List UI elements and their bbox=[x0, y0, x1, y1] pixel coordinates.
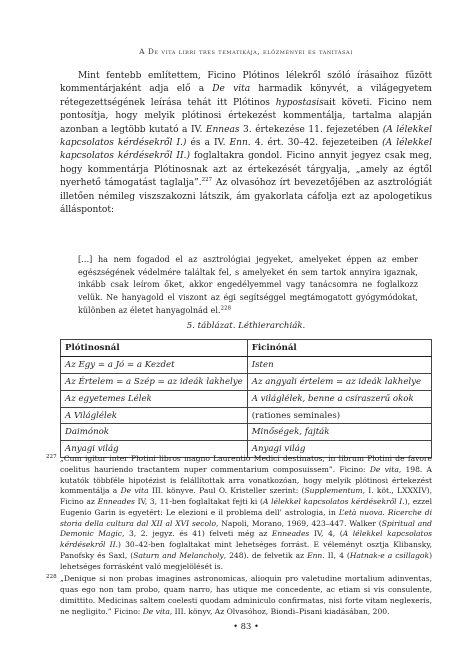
text-run: , III. könyv, Az Olvasóhoz, Biondi–Pisani kiadásában, 200. bbox=[169, 606, 390, 616]
text-run: , I. köt., LXXXIV), Ficino az bbox=[60, 486, 433, 506]
table-row bbox=[61, 407, 432, 424]
text-run-italic: De vita bbox=[120, 486, 149, 496]
text-run: 4. ért. 30–42. fejezeteiben bbox=[250, 138, 383, 149]
table-row bbox=[61, 373, 432, 390]
main-text bbox=[60, 70, 432, 217]
table-cell: Anyagi világ bbox=[61, 441, 248, 458]
quote-text bbox=[78, 254, 418, 318]
table-cell: Az angyali értelem = az ideák lakhelye bbox=[247, 373, 431, 390]
text-run-italic: Enn. bbox=[307, 550, 325, 560]
text-run: , 3, 2. jegyz. és 41) felveti még az bbox=[122, 529, 272, 539]
footnotes bbox=[46, 454, 433, 617]
text-run: , Napoli, Morano, 1969, 423–447. Walker ( bbox=[216, 518, 382, 528]
block-quote bbox=[78, 254, 418, 318]
table-cell: Anyagi világ bbox=[247, 441, 431, 458]
table-row bbox=[61, 390, 432, 407]
text-run-italic: Enneades bbox=[97, 497, 135, 506]
text-run-italic: A lélekkel kapcsolatos kérdésekről I. bbox=[262, 497, 405, 506]
table-header-row bbox=[61, 340, 432, 357]
footnote-228 bbox=[46, 574, 432, 617]
text-run-italic: De vita bbox=[142, 606, 170, 616]
text-run: „Cum igitur inter Plotini libros magno Laurentio Medici destinatos, in librum Plotini de favore coelitus hauriendo tractantem nuper commentarium composuissem”. Ficino: bbox=[60, 454, 432, 474]
text-run: harmadik könyvét, a világegyetem rétegezettségének leírása tehát itt Plótinos bbox=[60, 84, 433, 108]
text-run: IV, 3, 11-ben foglaltakat fejti ki ( bbox=[134, 497, 263, 506]
running-head bbox=[60, 47, 432, 56]
text-run-italic: De vita bbox=[369, 464, 399, 474]
text-run: IV, 4, ( bbox=[309, 529, 343, 539]
table-row bbox=[61, 356, 432, 373]
text-run: „Denique si non probas imagines astronomicas, alioquin pro valetudine mortalium adinventas, quas ego non tam probo, quam narro, has utique me concedente, ac etiam si vis consulente, dimittito. Medicinas saltem coelesti quodam adminiculo confirmatas, nisi forte vitam neglexeris, ne negligito.” Ficino: bbox=[60, 574, 432, 616]
text-run-italic: (A lélekkel kapcsolatos kérdésekről II.) bbox=[60, 138, 432, 162]
text-run: Mint fentebb említettem, Ficino Plótinos lélekről szóló írásaihoz fűzött kommentárjaként adja elő a bbox=[60, 71, 432, 95]
column-header: Plótinosnál bbox=[61, 340, 248, 357]
text-run-italic: (A lélekkel kapcsolatos kérdésekről I.) bbox=[60, 124, 432, 149]
text-run: ) lehetséges forrásként való megjelölését is. bbox=[60, 550, 433, 571]
text-run-italic: Enneades bbox=[271, 529, 310, 539]
footnote-227 bbox=[46, 454, 433, 572]
table-cell: A világlélek, benne a csíraszerű okok bbox=[247, 390, 431, 407]
text-run-italic: Spiritual and Demonic Magic bbox=[60, 518, 432, 539]
text-run-italic: Supplementum bbox=[304, 486, 363, 496]
column-header: Ficinónál bbox=[247, 340, 431, 357]
paragraph bbox=[60, 70, 432, 217]
text-run: III. könyve. Paul O. Kristeller szerint: ( bbox=[148, 486, 305, 496]
table-cell: Daimónok bbox=[61, 424, 248, 441]
text-run-italic: Enn. bbox=[229, 138, 251, 149]
table-cell: Minőségek, fajták bbox=[247, 424, 431, 441]
text-run: 3. értekezése 11. fejezetében bbox=[239, 124, 383, 135]
text-run: és a IV. bbox=[186, 138, 230, 149]
page-number: • 83 • bbox=[233, 621, 259, 631]
text-run: ), ezzel Eugenio Garin is egyetért: Le elezioni e il problema dell’ astrologia, in bbox=[60, 497, 433, 517]
quote-body: […] ha nem fogadod el az asztrológiai jegyeket, amelyeket éppen az ember egészségének védelmére találtak fel, s amelyeket én sem tartok annyira igaznak, inkább csak leírom őket, akkor engedélyemmel vagy tanácsomra ne foglalkozz velük. Ne hanyagold el viszont az égi segítséggel megtámogatott gyógymódokat, különben az életet hanyagolnád el. bbox=[78, 255, 418, 315]
hierarchy-table bbox=[60, 339, 432, 458]
table-cell: Az Értelem = a Szép = az ideák lakhelye bbox=[61, 373, 248, 390]
text-run-italic: Enneas bbox=[205, 124, 240, 135]
table-caption: 5. táblázat. Léthierarchiák. bbox=[186, 321, 306, 331]
footnote-reference[interactable]: 227 bbox=[201, 177, 213, 184]
text-run-italic: Saturn and Melancholy bbox=[133, 550, 224, 560]
text-run: ) 30–42-ben foglaltakat mint lehetséges forrást. E véleményt osztja Klibansky, Panofsky és Saxl, ( bbox=[60, 540, 432, 560]
table-cell: Az egyetemes Lélek bbox=[61, 390, 248, 407]
text-run: ait követi. Ficino nem pontosítja, hogy melyik plótinosi értekezést kommentálja, tartalma alapján azonban a legtöbb kutató a IV. bbox=[60, 97, 432, 135]
footnote-number: 227 bbox=[46, 454, 57, 460]
text-run-italic: Hatnak-e a csillagok bbox=[349, 550, 430, 560]
table-row bbox=[61, 424, 432, 441]
footnote-reference[interactable]: 228 bbox=[220, 305, 231, 312]
text-run-italic: De vita bbox=[212, 84, 251, 95]
text-run: , 248). de felvetik az bbox=[223, 550, 308, 560]
table-cell: Az Egy = a Jó = a Kezdet bbox=[61, 356, 248, 373]
table-cell: A Világlélek bbox=[61, 407, 248, 424]
text-run: II, 4 ( bbox=[324, 550, 350, 560]
text-run-italic: L’età nuova. Ricerche di storia della cultura dal XII al XVI secolo bbox=[60, 507, 432, 528]
text-run: Az olvasóhoz írt bevezetőjében az asztrológiát illetően némileg viszszakozni látszik, ám gyakorlata cáfolja ezt az apologetikus álláspontot: bbox=[60, 178, 432, 216]
text-run-italic: A lélekkel kapcsolatos kérdésekről II. bbox=[60, 529, 432, 549]
running-head-text: A De vita libri tres tematikája, előzményei és tanításai bbox=[139, 47, 353, 56]
table-cell: (rationes seminales) bbox=[247, 407, 431, 424]
text-run-italic: hypostasis bbox=[275, 97, 324, 108]
text-run: foglaltakra gondol. Ficino annyit jegyez csak meg, hogy kommentárja Plótinosnak azt az értekezését tárgyalja, „amely az égtől nyerhető támogatást taglalja”. bbox=[60, 151, 433, 189]
table-cell: Isten bbox=[247, 356, 431, 373]
footnote-number: 228 bbox=[46, 574, 57, 581]
text-run: , 198. A kutatók többféle hipotézist is felállítottak arra vonatkozóan, hogy melyik plótinosi értekezést kommentálja a bbox=[60, 464, 432, 496]
